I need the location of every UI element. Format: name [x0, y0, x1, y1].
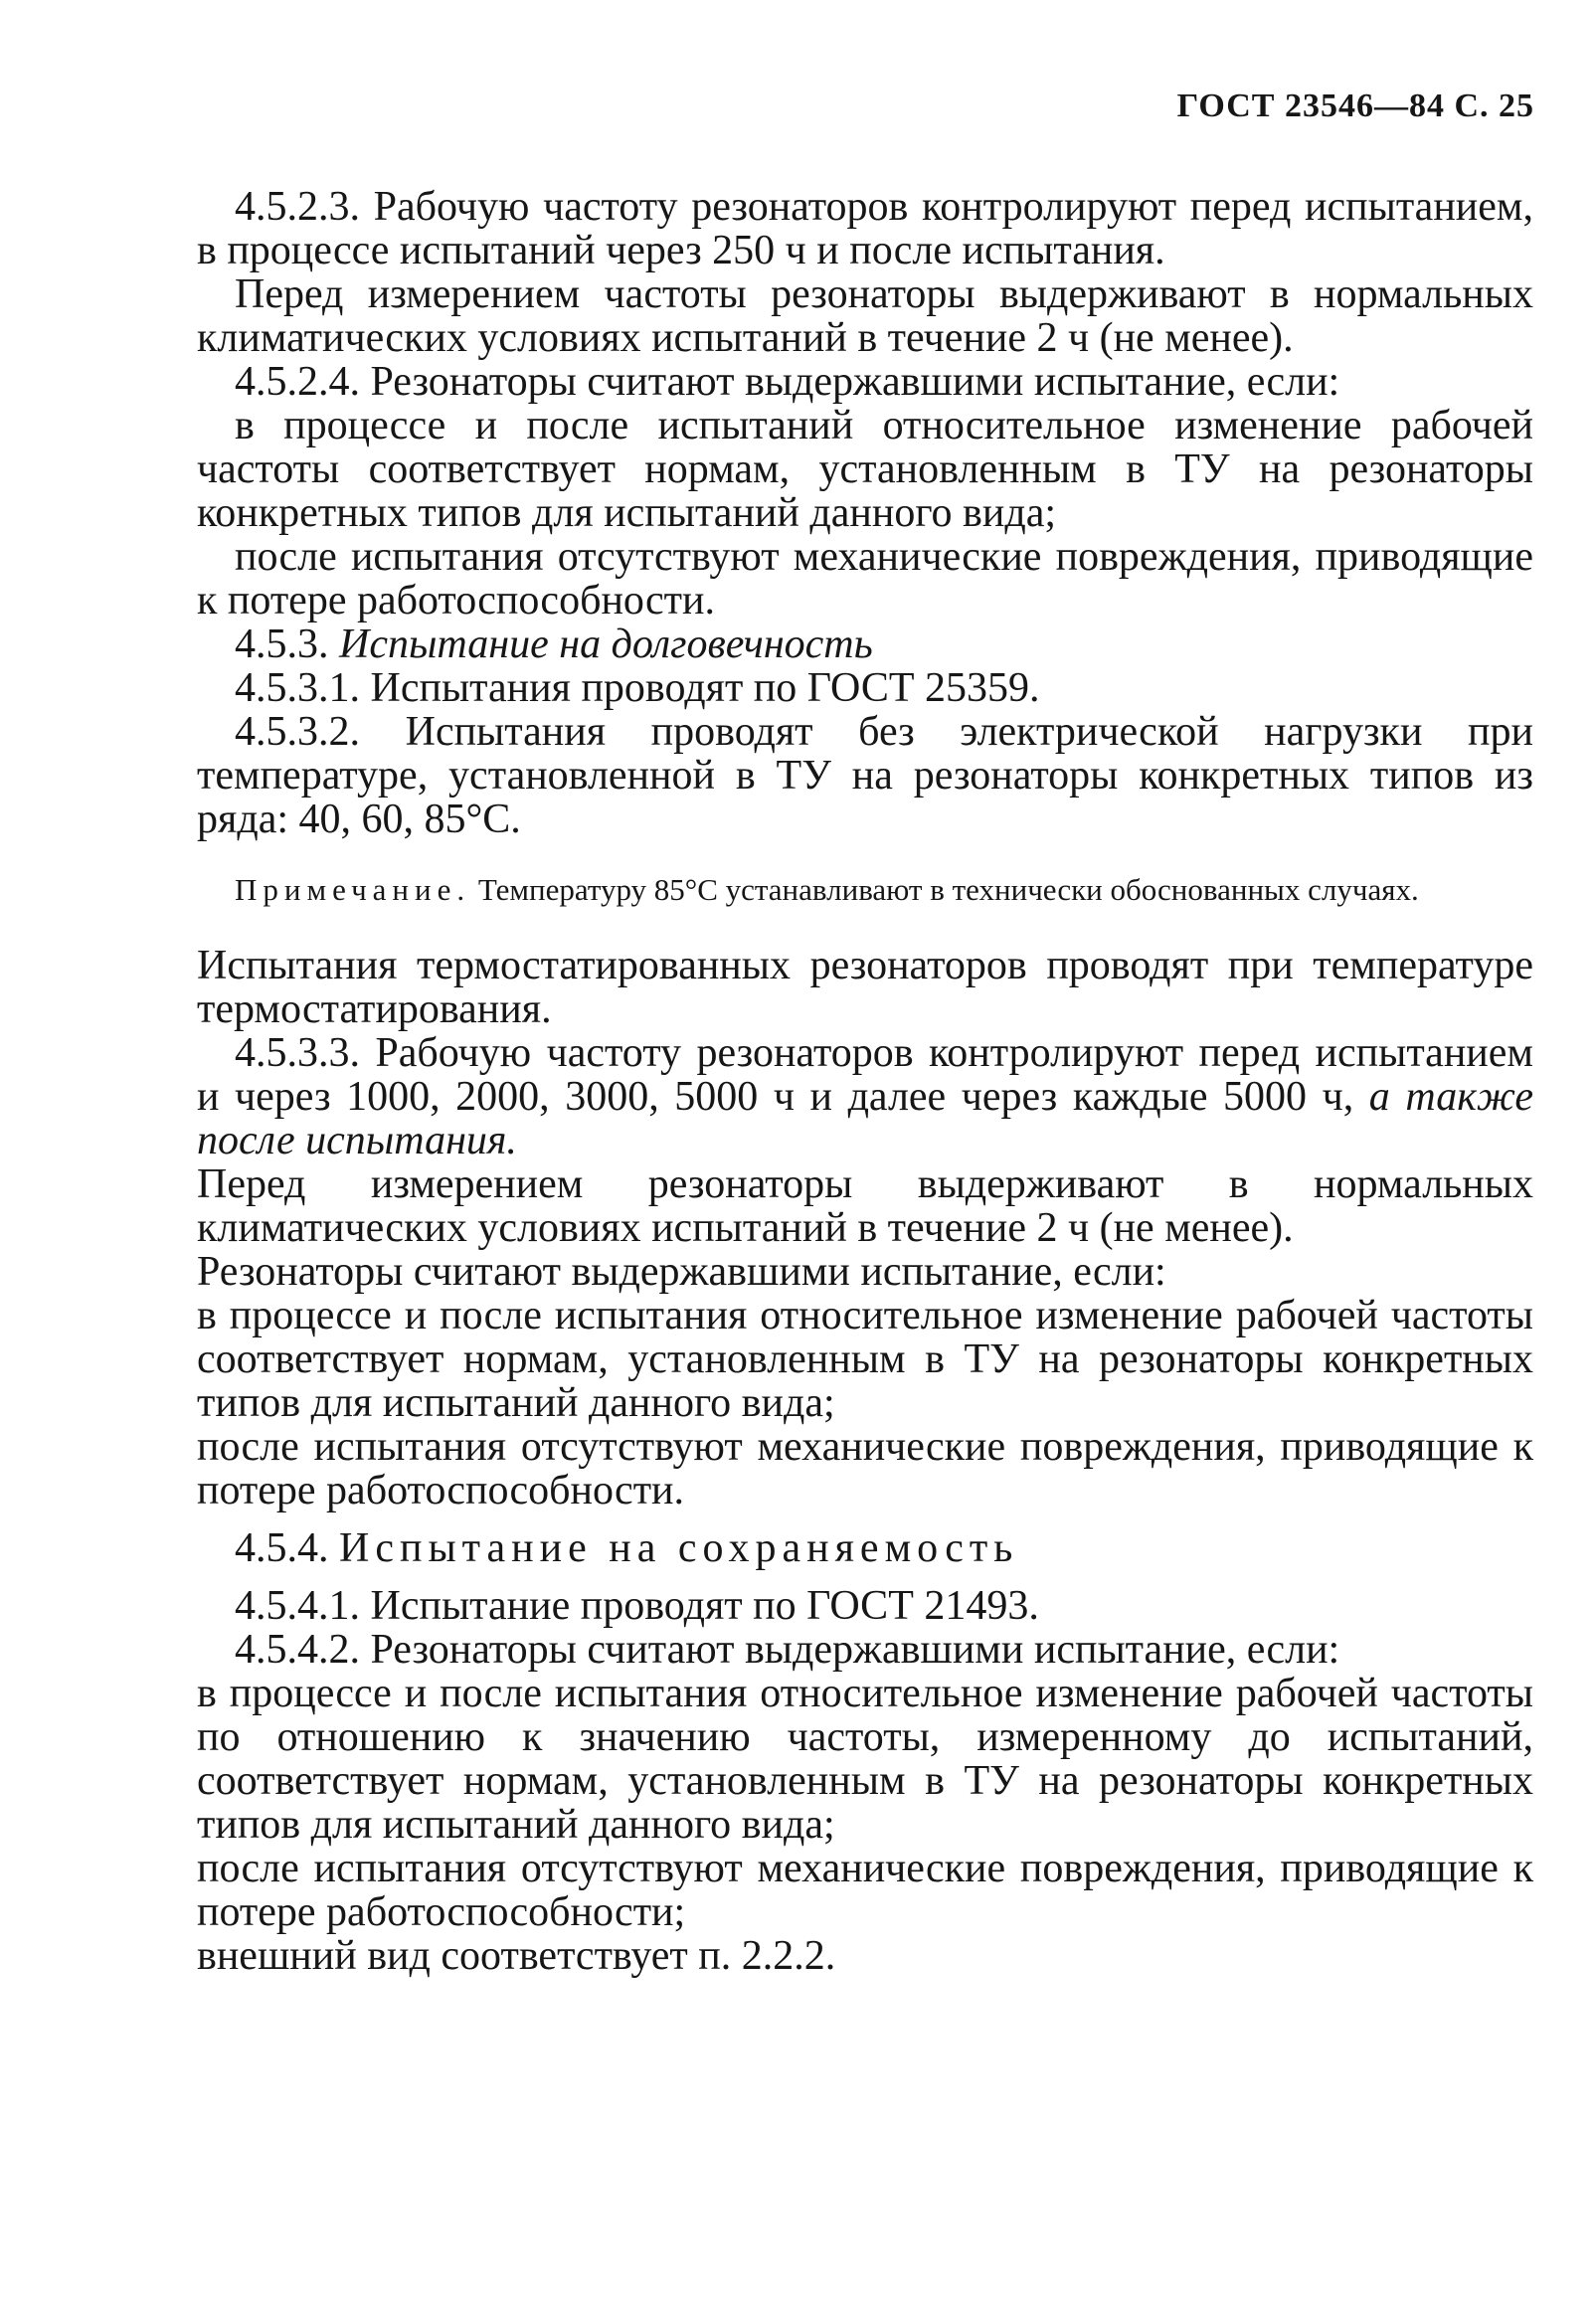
- paragraph-appearance: внешний вид соответствует п. 2.2.2.: [197, 1933, 836, 1979]
- paragraph-4-5-2-4: 4.5.2.4. Резонаторы считают выдержавшими испытание, если:: [235, 359, 1340, 405]
- paragraph-4-5-3-3-main: 4.5.3.3. Рабочую частоту резонаторов контролируют перед испытанием и через 1000, 2000, 3000, 5000 ч и далее через каждые 5000 ч,: [197, 1030, 1533, 1120]
- section-title: Испытание на долговечность: [339, 622, 873, 667]
- section-number-2: 4.5.4.: [235, 1525, 329, 1571]
- paragraph-criterion-frequency-2: в процессе и после испытания относительное изменение рабочей частоты соответствует нормам, установленным в ТУ на резонаторы конкретных типов для испытаний данного вида;: [197, 1293, 1533, 1426]
- page-header: ГОСТ 23546—84 С. 25: [1176, 88, 1534, 124]
- paragraph-criterion-damage-3: после испытания отсутствуют механические повреждения, приводящие к потере работоспособности;: [197, 1846, 1533, 1935]
- paragraph-criterion-damage: после испытания отсутствуют механические повреждения, приводящие к потере работоспособности.: [197, 534, 1533, 623]
- paragraph-4-5-3-2: 4.5.3.2. Испытания проводят без электрической нагрузки при температуре, установленной в ТУ на резонаторы конкретных типов из ряда: 40, 60, 85°С.: [197, 709, 1533, 842]
- section-title-2: Испытание на сохраняемость: [339, 1525, 1019, 1571]
- note: [197, 871, 1533, 908]
- paragraph-4-5-3-1: 4.5.3.1. Испытания проводят по ГОСТ 25359.: [235, 665, 1040, 711]
- paragraph-4-5-4-2: 4.5.4.2. Резонаторы считают выдержавшими испытание, если:: [235, 1627, 1340, 1673]
- section-heading-4-5-3: [197, 622, 1533, 666]
- section-number: 4.5.3.: [235, 622, 329, 667]
- paragraph-measurement-conditions: Перед измерением частоты резонаторы выдерживают в нормальных климатических условиях испытаний в течение 2 ч (не менее).: [197, 271, 1533, 361]
- note-text: Температуру 85°С устанавливают в технически обоснованных случаях.: [477, 872, 1419, 907]
- paragraph-4-5-3-3-italic: а также после испытания.: [197, 1074, 1534, 1163]
- paragraph-4-5-3-3: [197, 1031, 1533, 1162]
- paragraph-4-5-2-3: 4.5.2.3. Рабочую частоту резонаторов контролируют перед испытанием, в процессе испытаний через 250 ч и после испытания.: [197, 184, 1533, 273]
- paragraph-criterion-damage-2: после испытания отсутствуют механические повреждения, приводящие к потере работоспособности.: [197, 1424, 1533, 1513]
- paragraph-criteria-intro-2: Резонаторы считают выдержавшими испытание, если:: [197, 1249, 1166, 1295]
- paragraph-criterion-frequency: в процессе и после испытаний относительное изменение рабочей частоты соответствует нормам, установленным в ТУ на резонаторы конкретных типов для испытаний данного вида;: [197, 403, 1533, 536]
- section-heading-4-5-4: [197, 1526, 1533, 1570]
- paragraph-criterion-frequency-3: в процессе и после испытания относительное изменение рабочей частоты по отношению к значению частоты, измеренному до испытаний, соответствует нормам, установленным в ТУ на резонаторы конкретных типов для испытаний данного вида;: [197, 1671, 1533, 1848]
- paragraph-4-5-4-1: 4.5.4.1. Испытание проводят по ГОСТ 21493.: [235, 1583, 1039, 1629]
- paragraph-measurement-conditions-2: Перед измерением резонаторы выдерживают в нормальных климатических условиях испытаний в течение 2 ч (не менее).: [197, 1161, 1533, 1251]
- document-body: [197, 185, 1533, 1978]
- paragraph-thermostat: Испытания термостатированных резонаторов проводят при температуре термостатирования.: [197, 943, 1533, 1032]
- note-label: Примечание.: [235, 872, 471, 907]
